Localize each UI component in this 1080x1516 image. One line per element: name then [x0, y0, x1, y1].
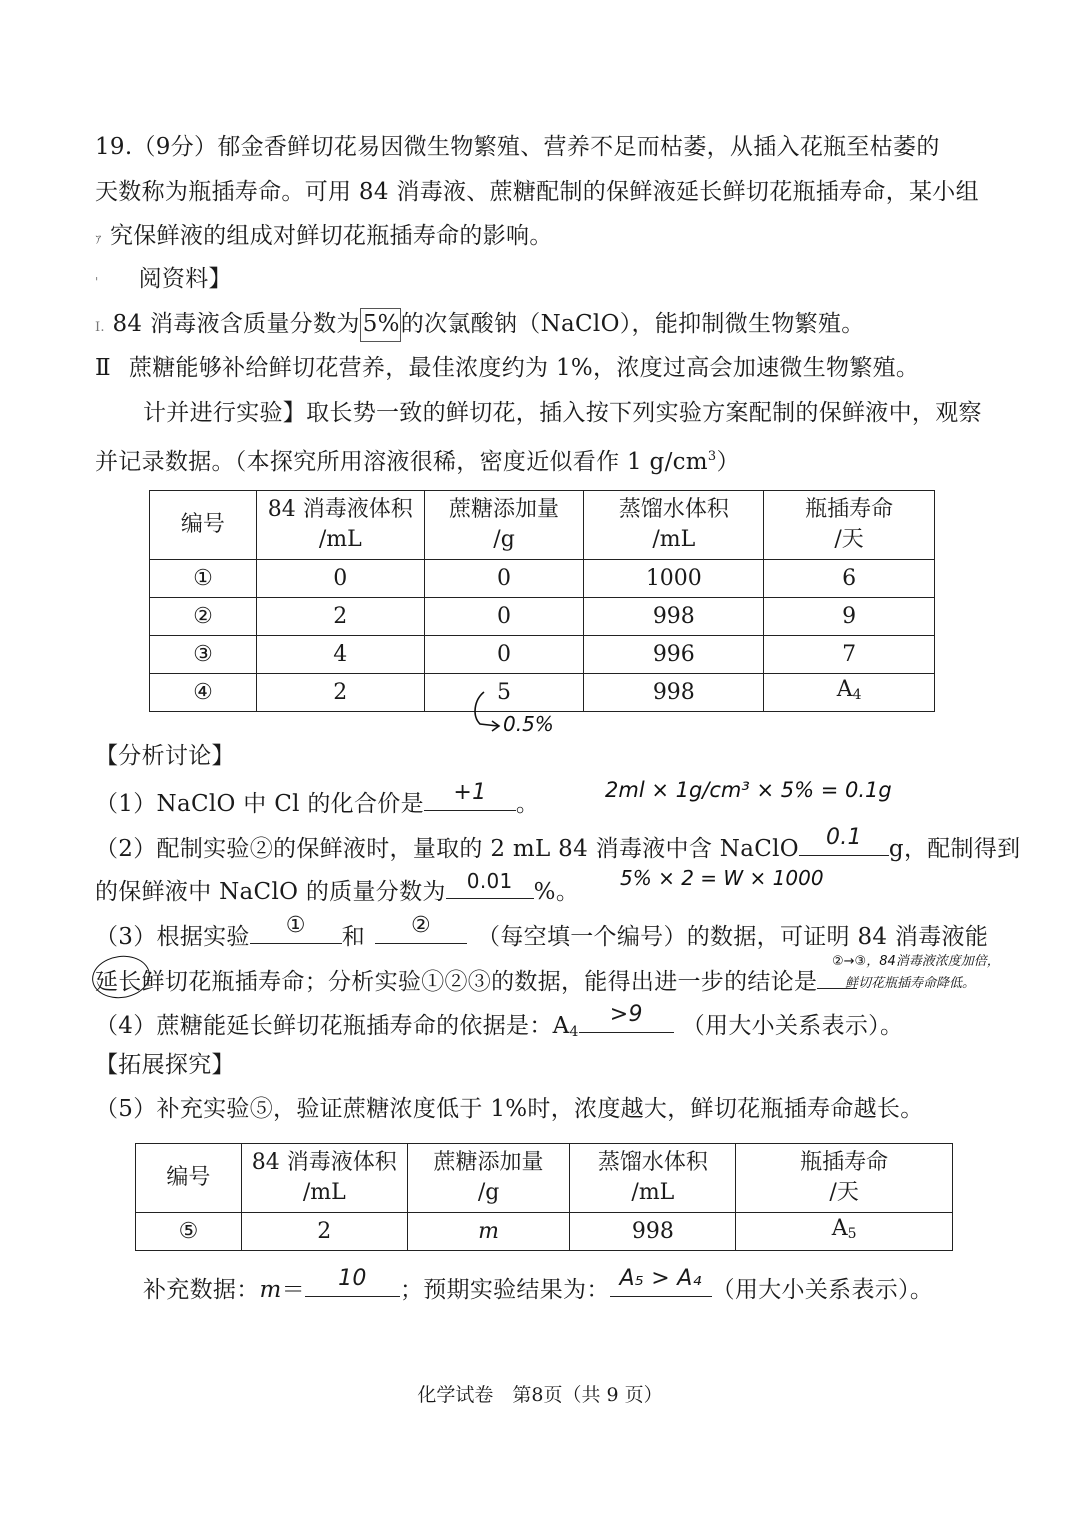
page-footer: 化学试卷 第8页（共 9 页）	[417, 1384, 663, 1406]
question-intro-line2: 天数称为瓶插寿命。可用 84 消毒液、蔗糖配制的保鲜液延长鲜切花瓶插寿命，某小组	[95, 179, 979, 205]
q2-mass-answer-blank[interactable]: 0.1	[799, 829, 889, 856]
table-header-row	[150, 491, 935, 560]
expected-result-answer-blank[interactable]: A₅ > A₄	[610, 1270, 712, 1297]
header-sugar: 蔗糖添加量 /g	[424, 491, 584, 560]
extension-q5: （5）补充实验⑤，验证蔗糖浓度低于 1%时，浓度越大，鲜切花瓶插寿命越长。	[95, 1096, 924, 1122]
experiment-table	[149, 490, 935, 712]
analysis-q2-line2: 的保鲜液中 NaClO 的质量分数为 0.01 %。	[95, 869, 580, 905]
handwritten-conclusion-line1: ②→③，84消毒液浓度加倍，	[832, 954, 1000, 969]
table-row: ⑤ 2 m 998 $A_5$	[136, 1213, 953, 1251]
analysis-q4: （4）蔗糖能延长鲜切花瓶插寿命的依据是：$A_4$ >9 （用大小关系表示）。	[95, 1002, 904, 1040]
handwritten-work-q1: 2ml × 1g/cm³ × 5% = 0.1g	[605, 778, 892, 802]
table-row: ① 0 0 1000 6	[150, 560, 935, 598]
analysis-q3-line1: （3）根据实验 ① 和 ② （每空填一个编号）的数据，可证明 84 消毒液能	[95, 913, 989, 950]
m-answer-blank[interactable]: 10	[305, 1270, 400, 1297]
table-header-row: 编号 84 消毒液体积 /mL 蔗糖添加量 /g 蒸馏水体积 /mL 瓶插寿命 /天	[136, 1144, 953, 1213]
analysis-q1: （1）NaClO 中 Cl 的化合价是 +1 。	[95, 780, 540, 817]
question-intro-line1: 19.（9分）郁金香鲜切花易因微生物繁殖、营养不足而枯萎，从插入花瓶至枯萎的	[95, 134, 940, 160]
header-id: 编号	[150, 491, 257, 560]
q3-first-answer-blank[interactable]: ①	[250, 917, 342, 944]
q3-second-answer-blank[interactable]: ②	[375, 917, 467, 944]
q1-answer-blank[interactable]: +1	[424, 784, 516, 811]
materials-heading: ' 阅资料】	[95, 266, 232, 292]
analysis-q2-line1: （2）配制实验②的保鲜液时，量取的 2 mL 84 消毒液中含 NaClO 0.1 g，配制得到	[95, 825, 1021, 862]
header-bleach: 84 消毒液体积 /mL	[256, 491, 424, 560]
table-row: ② 2 0 998 9	[150, 598, 935, 636]
header-life: 瓶插寿命 /天	[764, 491, 935, 560]
experiment-line1: 计并进行实验】取长势一致的鲜切花，插入按下列实验方案配制的保鲜液中，观察	[143, 400, 982, 426]
question-intro-line3: ｧ 究保鲜液的组成对鲜切花瓶插寿命的影响。	[95, 223, 553, 249]
supplementary-data-line: 补充数据：m＝ 10 ；预期实验结果为： A₅ > A₄ （用大小关系表示）。	[143, 1266, 934, 1303]
boxed-percentage: 5%	[360, 308, 401, 342]
analysis-q3-line2: 延长鲜切花瓶插寿命；分析实验①②③的数据，能得出进一步的结论是	[95, 962, 857, 997]
supplementary-table	[135, 1143, 953, 1251]
handwritten-work-q2: 5% × 2 = W × 1000	[620, 866, 824, 890]
experiment-line2: 并记录数据。（本探究所用溶液很稀，密度近似看作 1 $g/cm^3$）	[95, 449, 740, 475]
table-row: ④ 2 5 998 $A_4$	[150, 674, 935, 712]
extension-heading: 【拓展探究】	[95, 1052, 235, 1078]
handwritten-conclusion-line2: 鲜切花瓶插寿命降低。	[845, 976, 976, 991]
analysis-heading: 【分析讨论】	[95, 743, 235, 769]
header-water: 蒸馏水体积 /mL	[584, 491, 764, 560]
q4-answer-blank[interactable]: >9	[579, 1006, 674, 1033]
materials-item-2: Ⅱ 蔗糖能够补给鲜切花营养，最佳浓度约为 1%，浓度过高会加速微生物繁殖。	[95, 355, 920, 381]
q2-fraction-answer-blank[interactable]: 0.01	[446, 872, 534, 899]
question-number: 19.	[95, 134, 133, 160]
handwritten-note-concentration: 0.5%	[503, 712, 554, 736]
table-row: ③ 4 0 996 7	[150, 636, 935, 674]
materials-item-1: Ⅰ. 84 消毒液含质量分数为 5%的次氯酸钠（NaClO），能抑制微生物繁殖。	[95, 309, 865, 343]
question-score: （9分）	[132, 134, 218, 160]
